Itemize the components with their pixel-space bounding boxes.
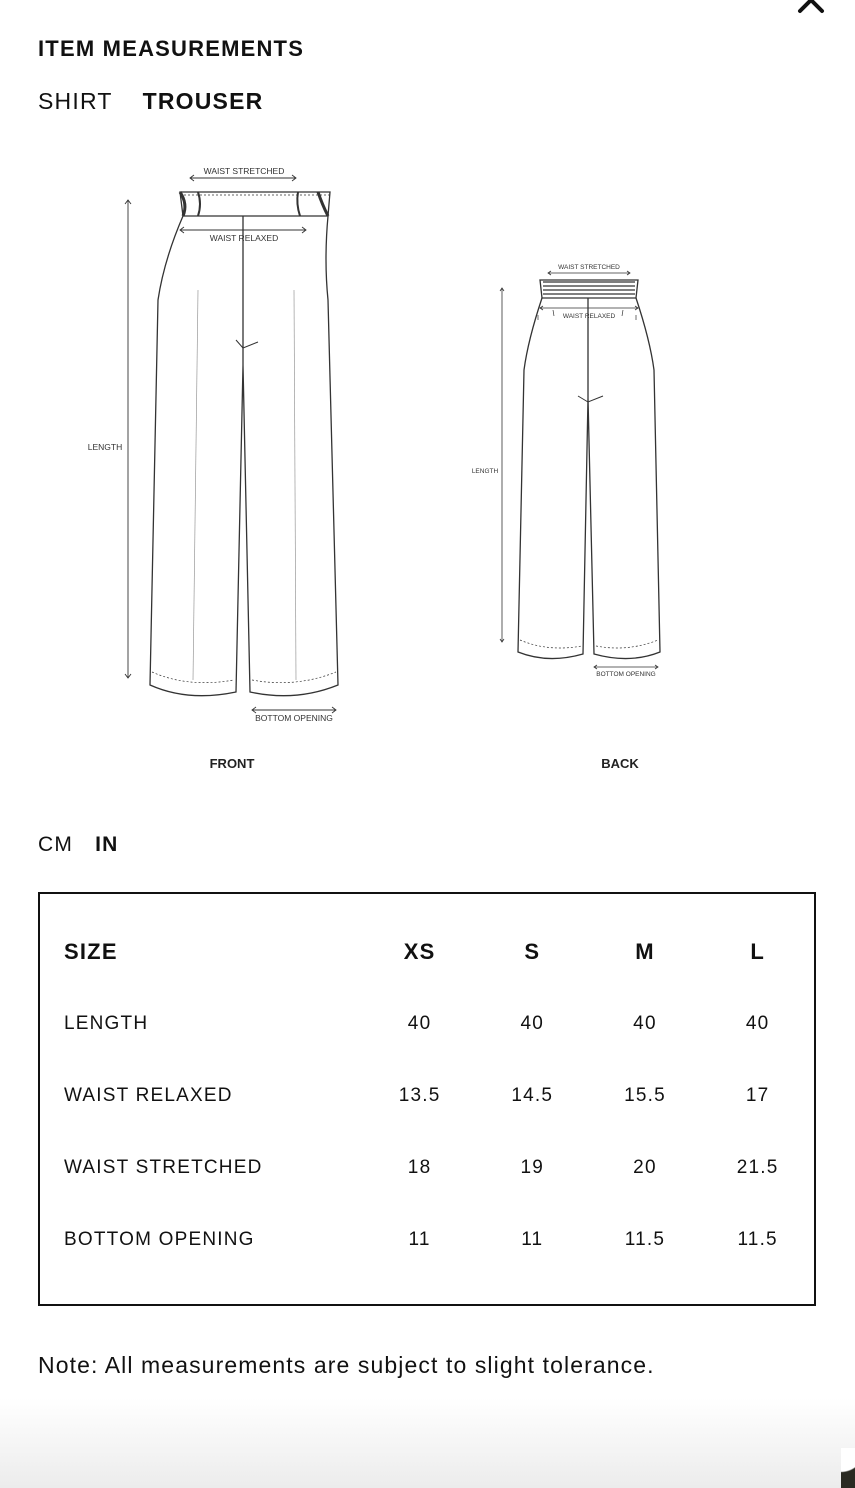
table-row xyxy=(64,1132,814,1204)
window-corner xyxy=(841,1448,855,1488)
table-row xyxy=(64,988,814,1060)
back-bottom-opening-label: BOTTOM OPENING xyxy=(596,671,656,678)
table-cell: 15.5 xyxy=(624,1085,666,1106)
size-table-container xyxy=(38,892,816,1306)
garment-tabs xyxy=(38,88,263,115)
tab-trouser[interactable]: TROUSER xyxy=(142,88,264,114)
row-label: LENGTH xyxy=(64,1013,149,1034)
trouser-measurement-diagram xyxy=(38,140,778,800)
tab-in[interactable]: IN xyxy=(95,833,119,856)
front-waist-stretched-label: WAIST STRETCHED xyxy=(203,166,285,176)
table-cell: 11.5 xyxy=(624,1229,666,1250)
table-cell: 40 xyxy=(633,1013,657,1034)
front-bottom-opening-label: BOTTOM OPENING xyxy=(255,713,333,723)
unit-tabs xyxy=(38,833,118,857)
table-cell: 40 xyxy=(520,1013,545,1034)
front-trouser-drawing xyxy=(150,192,338,696)
page-title: ITEM MEASUREMENTS xyxy=(38,36,305,61)
tab-cm[interactable]: CM xyxy=(38,833,74,856)
size-s-header: S xyxy=(524,939,541,964)
table-cell: 13.5 xyxy=(398,1085,441,1106)
row-label: BOTTOM OPENING xyxy=(64,1229,255,1250)
tolerance-note: Note: All measurements are subject to slight tolerance. xyxy=(38,1352,655,1378)
table-cell: 11 xyxy=(408,1229,431,1250)
bottom-fade xyxy=(0,1398,855,1488)
front-view-label: FRONT xyxy=(209,756,255,771)
table-row xyxy=(64,1060,814,1132)
size-m-header: M xyxy=(635,939,655,964)
table-header-row xyxy=(64,916,814,988)
back-waist-stretched-label: WAIST STRETCHED xyxy=(558,264,620,271)
size-table xyxy=(64,916,814,1276)
back-trouser-drawing xyxy=(518,280,660,659)
table-cell: 19 xyxy=(520,1157,545,1178)
table-cell: 14.5 xyxy=(511,1085,554,1106)
close-icon xyxy=(797,0,825,14)
table-cell: 40 xyxy=(745,1013,770,1034)
close-button[interactable] xyxy=(797,0,825,14)
back-length-label: LENGTH xyxy=(471,468,499,475)
table-row xyxy=(64,1204,814,1276)
back-view-label: BACK xyxy=(601,756,639,771)
tab-shirt[interactable]: SHIRT xyxy=(38,88,113,114)
table-cell: 18 xyxy=(407,1157,432,1178)
back-waist-relaxed-label: WAIST RELAXED xyxy=(562,313,616,320)
table-cell: 40 xyxy=(407,1013,432,1034)
size-xs-header: XS xyxy=(403,939,436,964)
size-l-header: L xyxy=(750,939,765,964)
row-label: WAIST STRETCHED xyxy=(64,1157,263,1178)
table-cell: 21.5 xyxy=(736,1157,779,1178)
table-cell: 11 xyxy=(521,1229,544,1250)
front-waist-relaxed-label: WAIST RELAXED xyxy=(209,233,279,243)
size-header-label: SIZE xyxy=(64,939,118,964)
table-cell: 20 xyxy=(633,1157,657,1178)
row-label: WAIST RELAXED xyxy=(64,1085,233,1106)
table-cell: 11.5 xyxy=(737,1229,778,1250)
table-cell: 17 xyxy=(745,1085,770,1106)
front-length-label: LENGTH xyxy=(87,442,123,452)
